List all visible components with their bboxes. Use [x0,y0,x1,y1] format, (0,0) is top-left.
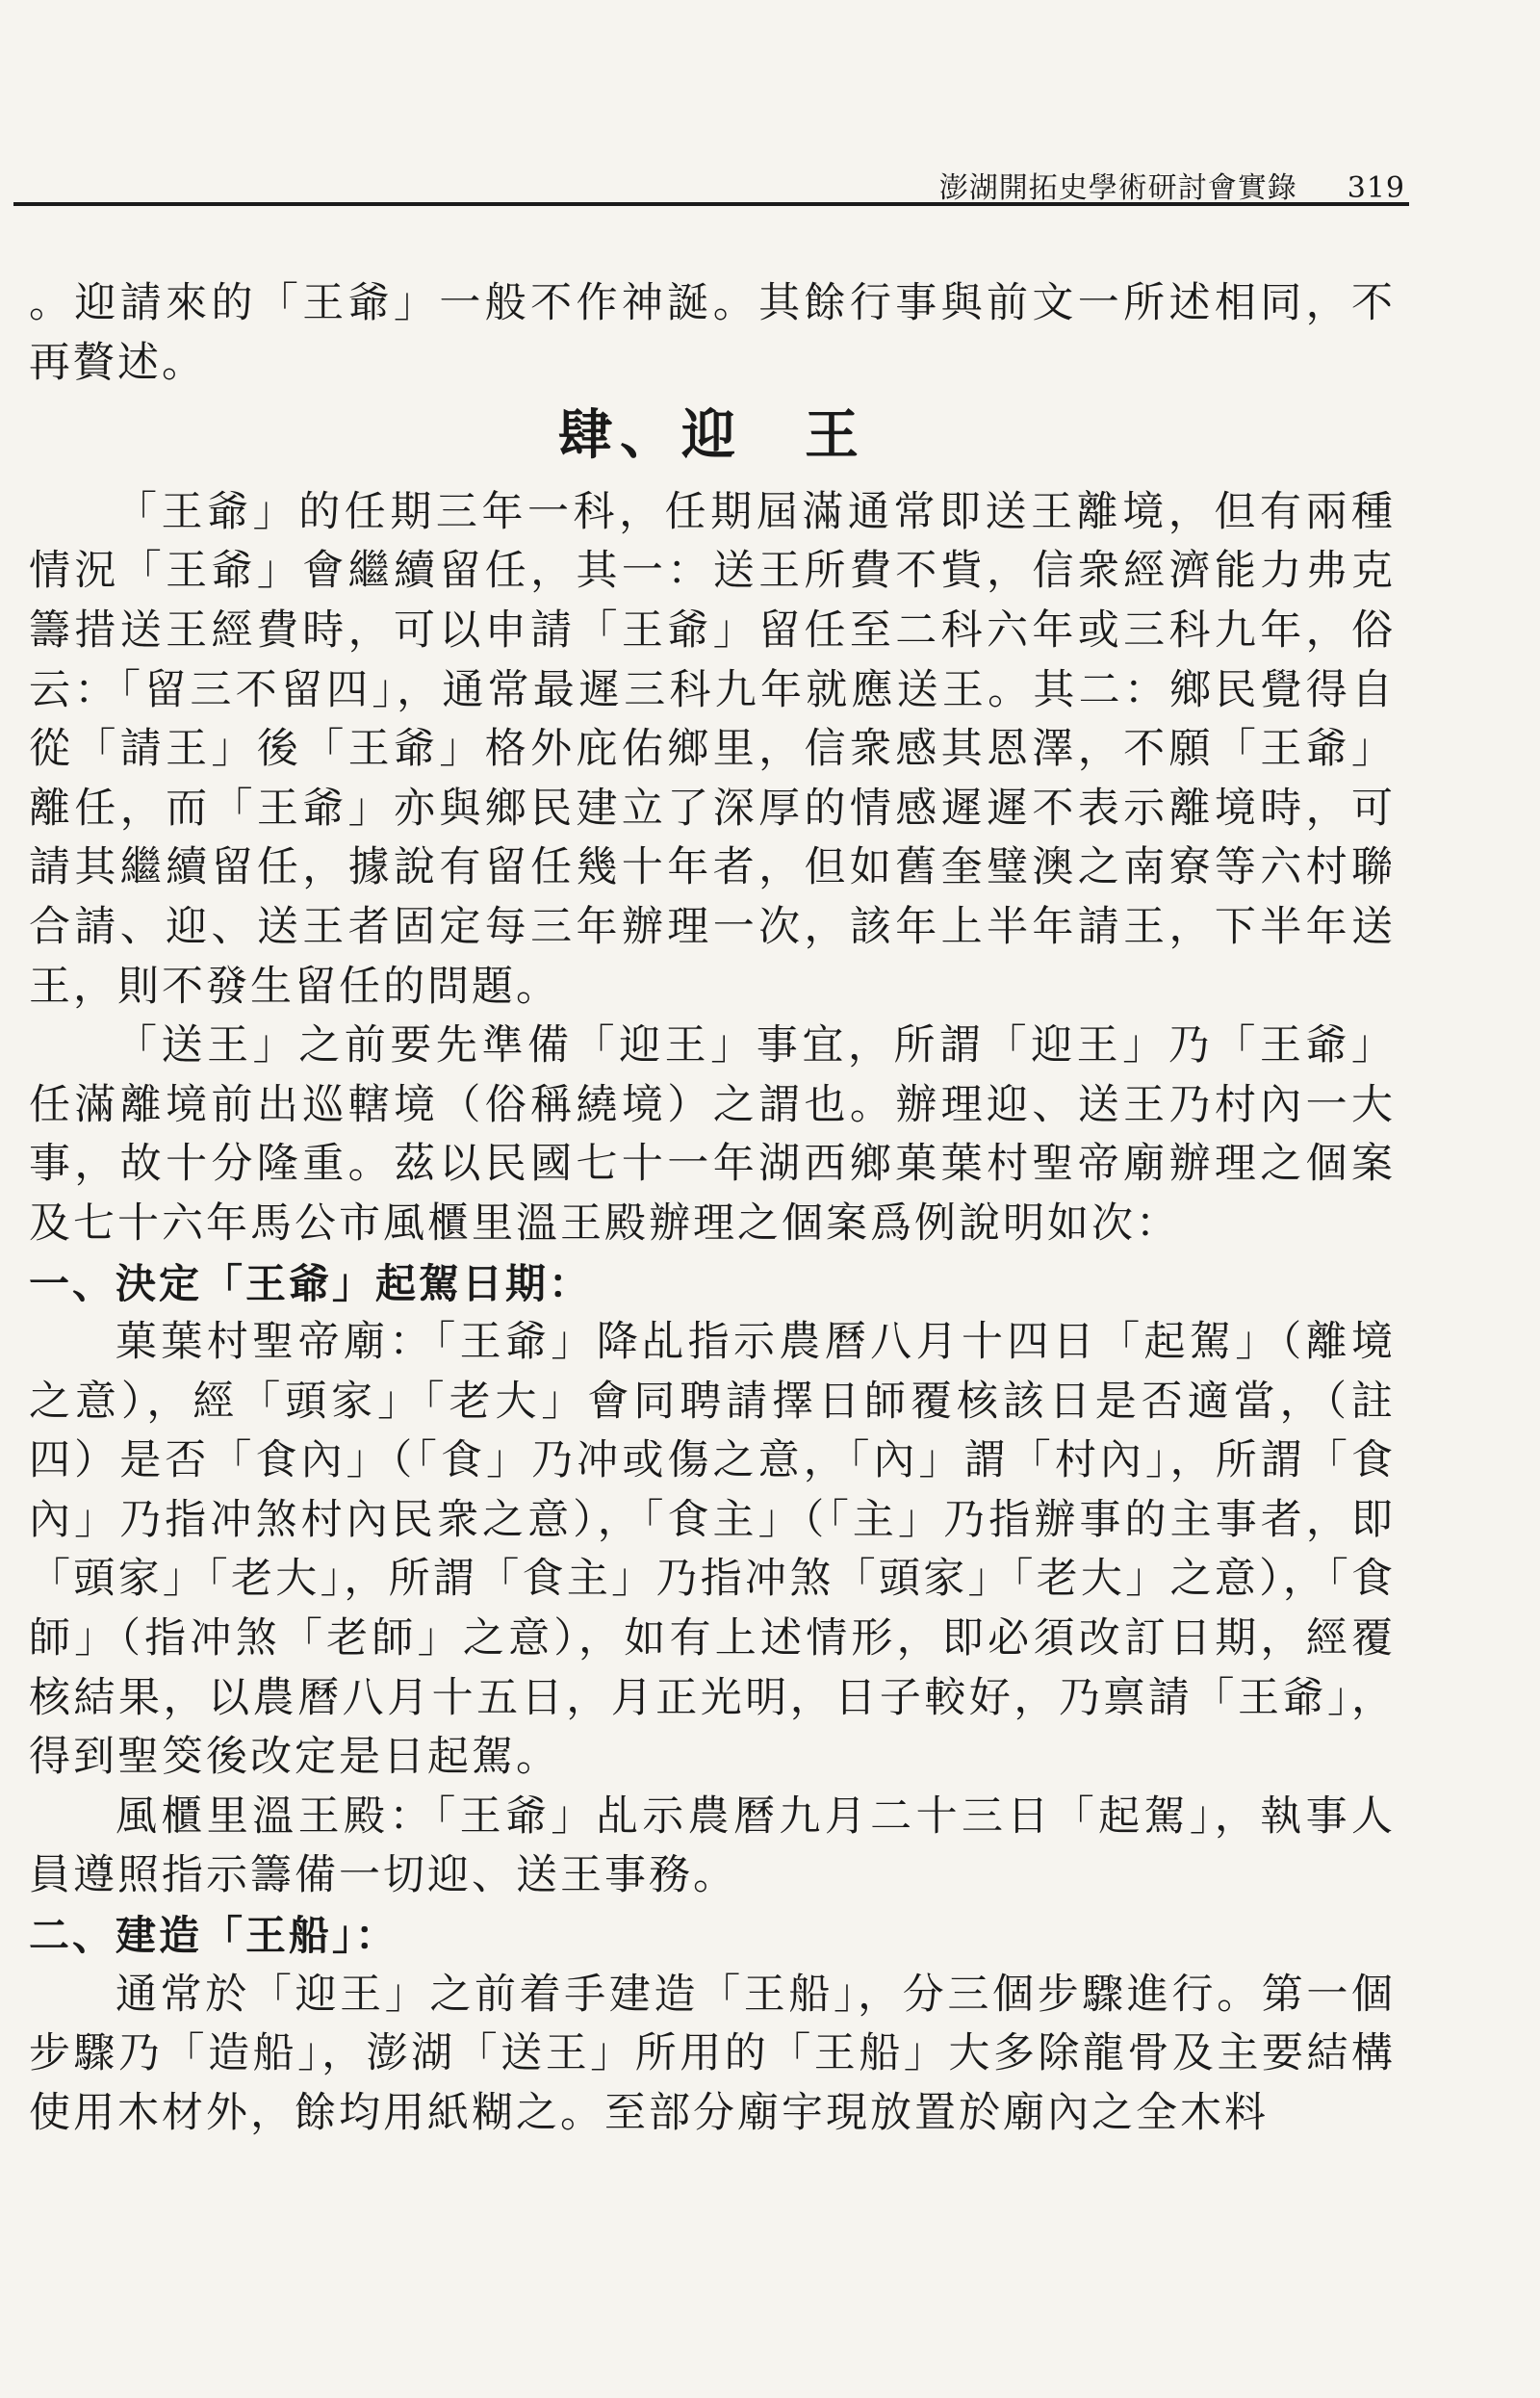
paragraph-continued: 。迎請來的「王爺」一般不作神誕。其餘行事與前文一所述相同，不再贅述。 [29,279,1396,387]
body-text [29,274,1396,2143]
running-header [0,164,1405,206]
page-number: 319 [1347,171,1405,205]
sub-heading: 一、決定「王爺」起駕日期： [29,1259,593,1307]
paragraph: 風櫃里溫王殿：「王爺」乩示農曆九月二十三日「起駕」，執事人員遵照指示籌備一切迎、送王事務。 [29,1792,1396,1900]
section-title: 肆、迎 王 [558,404,866,468]
paragraph: 菓葉村聖帝廟：「王爺」降乩指示農曆八月十四日「起駕」（離境之意），經「頭家」「老大」會同聘請擇日師覆核該日是否適當，（註四）是否「食內」（「食」乃冲或傷之意，「內」謂「村內」，所謂「食內」乃指冲煞村內民衆之意），「食主」（「主」乃指辦事的主事者，即「頭家」「老大」，所謂「食主」乃指冲煞「頭家」「老大」之意），「食師」（指冲煞「老師」之意），如有上述情形，即必須改訂日期，經覆核結果，以農曆八月十五日，月正光明，日子較好，乃禀請「王爺」，得到聖筊後改定是日起駕。 [29,1318,1396,1782]
header-rule [13,202,1409,206]
sub-heading: 二、建造「王船」： [29,1912,399,1960]
paragraph: 通常於「迎王」之前着手建造「王船」，分三個步驟進行。第一個步驟乃「造船」，澎湖「送王」所用的「王船」大多除龍骨及主要結構使用木材外，餘均用紙糊之。至部分廟宇現放置於廟內之全木料 [29,1970,1396,2137]
paragraph: 「送王」之前要先準備「迎王」事宜，所謂「迎王」乃「王爺」任滿離境前出巡轄境（俗稱繞境）之謂也。辦理迎、送王乃村內一大事，故十分隆重。茲以民國七十一年湖西鄉菓葉村聖帝廟辦理之個案及七十六年馬公市風櫃里溫王殿辦理之個案爲例說明如次： [29,1021,1396,1248]
running-title: 澎湖開拓史學術研討會實錄 [938,171,1297,205]
paragraph: 「王爺」的任期三年一科，任期屆滿通常即送王離境，但有兩種情況「王爺」會繼續留任，其一：送王所費不貲，信衆經濟能力弗克籌措送王經費時，可以申請「王爺」留任至二科六年或三科九年，俗云：「留三不留四」，通常最遲三科九年就應送王。其二：鄉民覺得自從「請王」後「王爺」格外庇佑鄉里，信衆感其恩澤，不願「王爺」離任，而「王爺」亦與鄉民建立了深厚的情感遲遲不表示離境時，可請其繼續留任，據說有留任幾十年者，但如舊奎璧澳之南寮等六村聯合請、迎、送王者固定每三年辦理一次，該年上半年請王，下半年送王，則不發生留任的問題。 [29,487,1396,1011]
